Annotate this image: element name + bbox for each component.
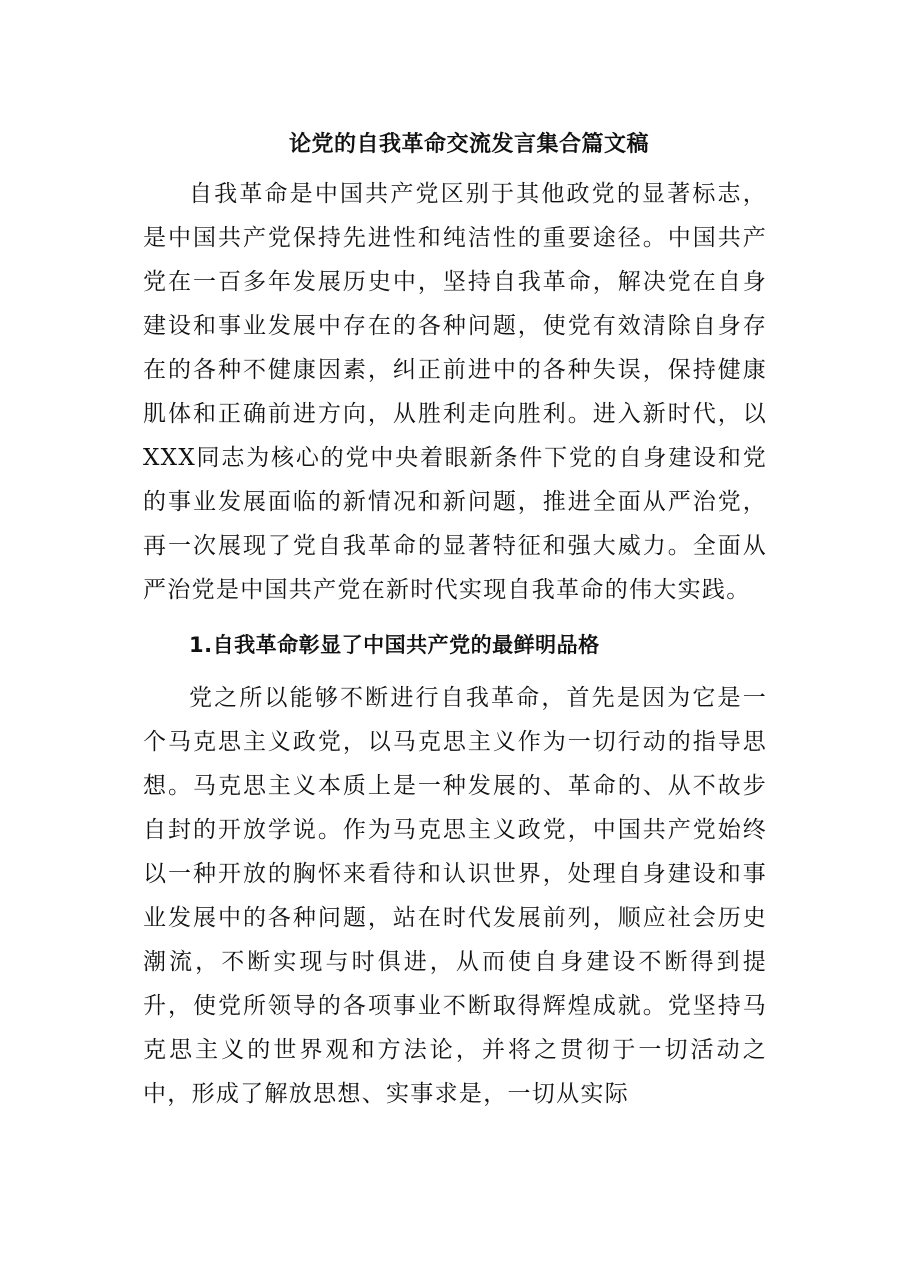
document-title: 论党的自我革命交流发言集合篇文稿 — [289, 132, 650, 157]
section-heading-1: 1.自我革命彰显了中国共产党的最鲜明品格 — [189, 633, 600, 657]
paragraph-intro: 自我革命是中国共产党区别于其他政党的显著标志，是中国共产党保持先进性和纯洁性的重要途径。中国共产党在一百多年发展历史中，坚持自我革命，解决党在自身建设和事业发展中存在的各种问题，使党有效清除自身存在的各种不健康因素，纠正前进中的各种失误，保持健康肌体和正确前进方向，从胜利走向胜利。进入新时代，以XXX同志为核心的党中央着眼新条件下党的自身建设和党的事业发展面临的新情况和新问题，推进全面从严治党，再一次展现了党自我革命的显著特征和强大威力。全面从严治党是中国共产党在新时代实现自我革命的伟大实践。 — [143, 181, 767, 603]
paragraph-section-1: 党之所以能够不断进行自我革命，首先是因为它是一个马克思主义政党，以马克思主义作为一切行动的指导思想。马克思主义本质上是一种发展的、革命的、从不故步自封的开放学说。作为马克思主义政党，中国共产党始终以一种开放的胸怀来看待和认识世界，处理自身建设和事业发展中的各种问题，站在时代发展前列，顺应社会历史潮流，不断实现与时俱进，从而使自身建设不断得到提升，使党所领导的各项事业不断取得辉煌成就。党坚持马克思主义的世界观和方法论，并将之贯彻于一切活动之中，形成了解放思想、实事求是，一切从实际 — [143, 685, 767, 1107]
document-body — [143, 126, 767, 1116]
